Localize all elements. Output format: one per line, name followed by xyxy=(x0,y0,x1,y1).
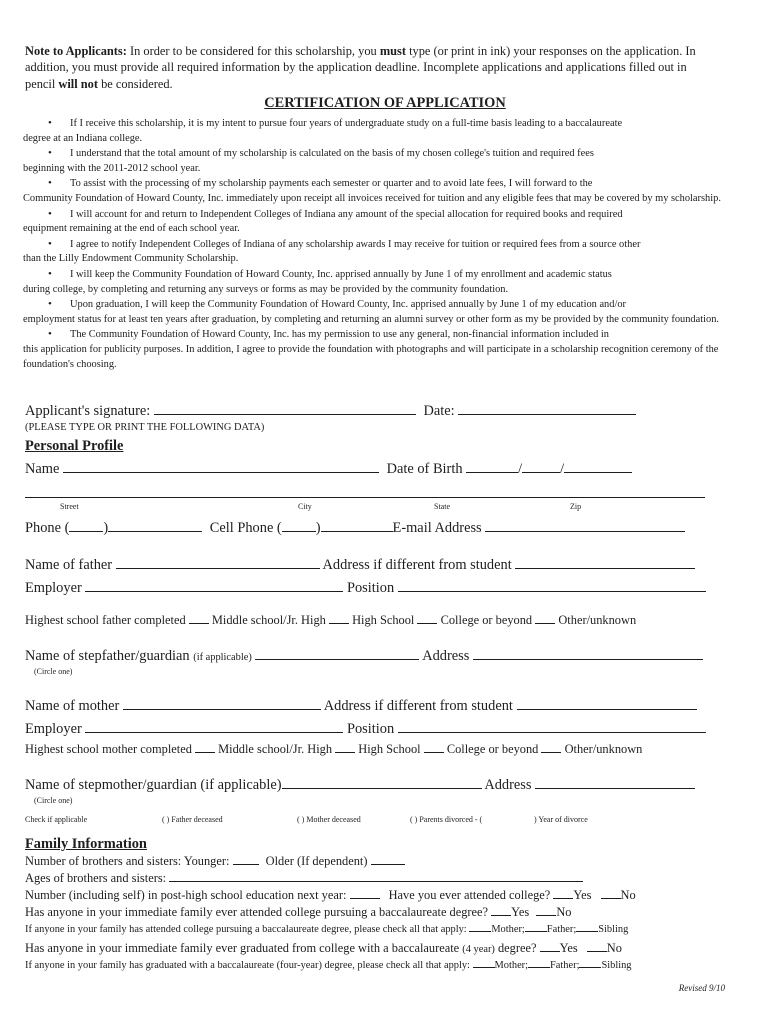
dob-year-field[interactable] xyxy=(564,471,632,473)
father-position-label: Position xyxy=(346,580,395,596)
mother-name-label: Name of mother xyxy=(25,698,120,714)
family-graduated-no-checkbox[interactable] xyxy=(587,950,607,952)
siblings-older-field[interactable] xyxy=(371,863,405,865)
father-row xyxy=(25,557,695,574)
name-label: Name xyxy=(25,461,60,477)
mother-middle-school-checkbox[interactable] xyxy=(195,751,215,753)
mother-name-field[interactable] xyxy=(123,708,321,710)
family-graduated-yes-checkbox[interactable] xyxy=(540,950,560,952)
certification-item: • To assist with the processing of my scholarship payments each semester or quarter and to avoid late fees, I will forward to the Community Foundation of Howard County, Inc. immediately upon receipt all invoices received for tuition and any eligible fees that may be covered by my scholarship. xyxy=(23,177,721,204)
phone-row: Phone ( ) Cell Phone ( ) E-mail Address xyxy=(25,520,685,537)
family-graduated-check-row: If anyone in your family has graduated with a baccalaureate (four-year) degree, please check all that apply: Mother; Father; Sibling xyxy=(25,960,632,971)
father-employer-row xyxy=(25,580,706,597)
mother-high-school-checkbox[interactable] xyxy=(335,751,355,753)
mother-row xyxy=(25,698,697,715)
phone-number-field[interactable] xyxy=(108,530,202,532)
attended-mother-checkbox[interactable] xyxy=(469,930,491,932)
family-attended-check-label: If anyone in your family has attended college pursuing a baccalaureate degree, please check all that apply: xyxy=(25,924,467,935)
mother-other-checkbox[interactable] xyxy=(541,751,561,753)
mother-address-field[interactable] xyxy=(517,708,697,710)
note-label: Note to Applicants: xyxy=(25,44,127,58)
dob-slash: / xyxy=(560,461,565,477)
family-graduated-row: Has anyone in your immediate family ever graduated from college with a baccalaureate (4 year) degree? Yes No xyxy=(25,941,622,955)
city-label: City xyxy=(298,502,312,511)
street-label: Street xyxy=(60,502,79,511)
bullet-icon: • xyxy=(48,147,52,160)
personal-profile-heading: Personal Profile xyxy=(25,438,124,454)
revision-note: Revised 9/10 xyxy=(678,983,725,993)
stepfather-address-label: Address xyxy=(422,648,470,664)
father-address-label: Address if different from student xyxy=(322,557,512,573)
dob-slash: / xyxy=(518,461,523,477)
note-must: must xyxy=(379,44,406,58)
mother-position-field[interactable] xyxy=(398,731,706,733)
father-name-label: Name of father xyxy=(25,557,113,573)
stepfather-label: Name of stepfather/guardian xyxy=(25,648,190,664)
father-position-field[interactable] xyxy=(398,590,706,592)
certification-item: • If I receive this scholarship, it is my intent to pursue four years of undergraduate study on a full-time basis leading to a baccalaureate degree at an Indiana college. xyxy=(23,117,623,144)
note-will-not: will not xyxy=(58,76,98,91)
signature-row xyxy=(25,403,636,420)
post-high-label: Number (including self) in post-high school education next year: xyxy=(25,888,347,902)
father-deceased-checkbox[interactable]: ( ) Father deceased xyxy=(162,815,223,824)
certification-item: • I agree to notify Independent Colleges of Indiana of any scholarship awards I may receive for tuition or required fees from a source other than the Lilly Endowment Community Scholarship. xyxy=(23,237,641,265)
father-school-row: Highest school father completed Middle school/Jr. High High School College or beyond Other/unknown xyxy=(25,613,637,627)
bullet-icon: • xyxy=(48,177,52,190)
graduated-sibling-checkbox[interactable] xyxy=(579,966,601,968)
zip-label: Zip xyxy=(570,502,582,511)
stepfather-name-field[interactable] xyxy=(255,658,419,660)
siblings-older-label: Older (If dependent) xyxy=(265,854,368,868)
bullet-icon: • xyxy=(48,237,52,250)
signature-date-field[interactable] xyxy=(458,413,636,415)
note-text-2: type (or print in ink) your responses on the application. In addition, you must provide all required information by the application deadline. Incomplete applications and applications filled out in pencil xyxy=(25,44,696,91)
bullet-icon: • xyxy=(48,298,52,311)
siblings-row xyxy=(25,854,405,869)
certification-title: CERTIFICATION OF APPLICATION xyxy=(264,95,506,111)
family-graduated-check-label: If anyone in your family has graduated with a baccalaureate (four-year) degree, please check all that apply: xyxy=(25,960,470,971)
note-to-applicants xyxy=(25,43,715,92)
post-high-row: Number (including self) in post-high school education next year: Have you ever attended college? Yes No xyxy=(25,888,636,902)
attended-yes-checkbox[interactable] xyxy=(553,897,573,899)
sibling-ages-row xyxy=(25,871,583,886)
mother-employer-field[interactable] xyxy=(85,731,343,733)
father-name-field[interactable] xyxy=(116,567,320,569)
family-attended-label: Has anyone in your immediate family ever attended college pursuing a baccalaureate degree? xyxy=(25,905,489,919)
note-text-3: be considered. xyxy=(97,76,173,91)
circle-one-note: (Circle one) xyxy=(34,796,73,805)
stepmother-address-field[interactable] xyxy=(535,787,695,789)
mother-school-row: Highest school mother completed Middle school/Jr. High High School College or beyond Other/unknown xyxy=(25,742,643,756)
family-attended-check-row: If anyone in your family has attended college pursuing a baccalaureate degree, please check all that apply: Mother; Father; Sibling xyxy=(25,924,629,935)
mother-employer-row xyxy=(25,721,706,738)
stepfather-row: Name of stepfather/guardian (if applicable) Address xyxy=(25,648,703,665)
graduated-father-checkbox[interactable] xyxy=(528,966,550,968)
siblings-younger-field[interactable] xyxy=(233,863,259,865)
check-if-applicable-label: Check if applicable xyxy=(25,815,88,824)
name-row xyxy=(25,461,632,478)
year-of-divorce-label: ) Year of divorce xyxy=(534,815,588,824)
bullet-icon: • xyxy=(48,267,52,280)
applicant-signature-label: Applicant's signature: xyxy=(25,403,151,419)
mother-school-label: Highest school mother completed xyxy=(25,742,192,756)
sibling-ages-label: Ages of brothers and sisters: xyxy=(25,871,167,885)
attended-sibling-checkbox[interactable] xyxy=(576,930,598,932)
mother-employer-label: Employer xyxy=(25,721,82,737)
family-graduated-label: Has anyone in your immediate family ever graduated from college with a baccalaureate xyxy=(25,941,460,955)
father-other-checkbox[interactable] xyxy=(535,622,555,624)
cell-phone-label: Cell Phone ( xyxy=(209,520,282,536)
family-attended-no-checkbox[interactable] xyxy=(536,914,556,916)
family-information-heading: Family Information xyxy=(25,836,147,852)
family-attended-yes-checkbox[interactable] xyxy=(491,914,511,916)
siblings-younger-label: Number of brothers and sisters: Younger: xyxy=(25,854,230,868)
circle-one-note: (Circle one) xyxy=(34,667,73,676)
attended-college-label: Have you ever attended college? xyxy=(388,888,551,902)
father-employer-field[interactable] xyxy=(85,590,343,592)
bullet-icon: • xyxy=(48,207,52,220)
email-field[interactable] xyxy=(485,530,685,532)
post-high-field[interactable] xyxy=(350,897,380,899)
signature-date-label: Date: xyxy=(423,403,455,419)
state-label: State xyxy=(434,502,450,511)
cell-area-code-field[interactable] xyxy=(282,530,316,532)
certification-list xyxy=(23,116,740,372)
certification-item: • The Community Foundation of Howard County, Inc. has my permission to use any general, non-financial information included in this application for publicity purposes. In addition, I agree to provide the foundation with photographs and will participate in a scholarship recognition ceremony of the foundation's choosing. xyxy=(23,328,719,370)
certification-item: • Upon graduation, I will keep the Community Foundation of Howard County, Inc. apprised annually by June 1 of my education and/or employment status for at least ten years after graduation, by completing and returning an alumni survey or other form as my be provided by the community foundation. xyxy=(23,298,719,325)
note-text-1: In order to be considered for this scholarship, you xyxy=(126,44,380,58)
dob-month-field[interactable] xyxy=(466,471,518,473)
father-employer-label: Employer xyxy=(25,580,82,596)
certification-item: • I will keep the Community Foundation of Howard County, Inc. apprised annually by June 1 of my enrollment and academic status during college, by completing and returning any surveys or forms as may be provided by the community foundation. xyxy=(23,267,612,295)
father-high-school-checkbox[interactable] xyxy=(329,622,349,624)
stepmother-name-field[interactable] xyxy=(282,787,482,789)
mother-address-label: Address if different from student xyxy=(323,698,513,714)
name-field[interactable] xyxy=(63,471,379,473)
dob-label: Date of Birth xyxy=(386,461,463,477)
family-attended-row: Has anyone in your immediate family ever attended college pursuing a baccalaureate degree? Yes No xyxy=(25,905,572,919)
stepmother-address-label: Address xyxy=(484,777,532,793)
email-label: E-mail Address xyxy=(392,520,482,536)
applicant-signature-field[interactable] xyxy=(154,413,416,415)
print-instruction: (PLEASE TYPE OR PRINT THE FOLLOWING DATA) xyxy=(25,422,265,433)
father-school-label: Highest school father completed xyxy=(25,613,186,627)
mother-deceased-checkbox[interactable]: ( ) Mother deceased xyxy=(297,815,361,824)
phone-label: Phone ( xyxy=(25,520,70,536)
stepmother-row xyxy=(25,777,695,794)
cell-number-field[interactable] xyxy=(321,530,393,532)
sibling-ages-field[interactable] xyxy=(169,880,583,882)
attended-no-checkbox[interactable] xyxy=(601,897,621,899)
mother-position-label: Position xyxy=(346,721,395,737)
bullet-icon: • xyxy=(48,328,52,341)
phone-area-code-field[interactable] xyxy=(69,530,103,532)
certification-item: • I understand that the total amount of my scholarship is calculated on the basis of my chosen college's tuition and required fees beginning with the 2011-2012 school year. xyxy=(23,147,594,174)
graduated-mother-checkbox[interactable] xyxy=(473,966,495,968)
certification-item: • I will account for and return to Independent Colleges of Indiana any amount of the special allocation for required books and required equipment remaining at the end of each school year. xyxy=(23,207,623,235)
stepmother-label: Name of stepmother/guardian (if applicable) xyxy=(25,777,282,793)
mother-college-checkbox[interactable] xyxy=(424,751,444,753)
father-college-checkbox[interactable] xyxy=(417,622,437,624)
father-middle-school-checkbox[interactable] xyxy=(189,622,209,624)
attended-father-checkbox[interactable] xyxy=(525,930,547,932)
stepfather-address-field[interactable] xyxy=(473,658,703,660)
dob-day-field[interactable] xyxy=(522,471,560,473)
bullet-icon: • xyxy=(48,117,52,129)
father-address-field[interactable] xyxy=(515,567,695,569)
parents-divorced-checkbox[interactable]: ( ) Parents divorced - ( xyxy=(410,815,483,824)
address-field[interactable] xyxy=(25,497,705,498)
